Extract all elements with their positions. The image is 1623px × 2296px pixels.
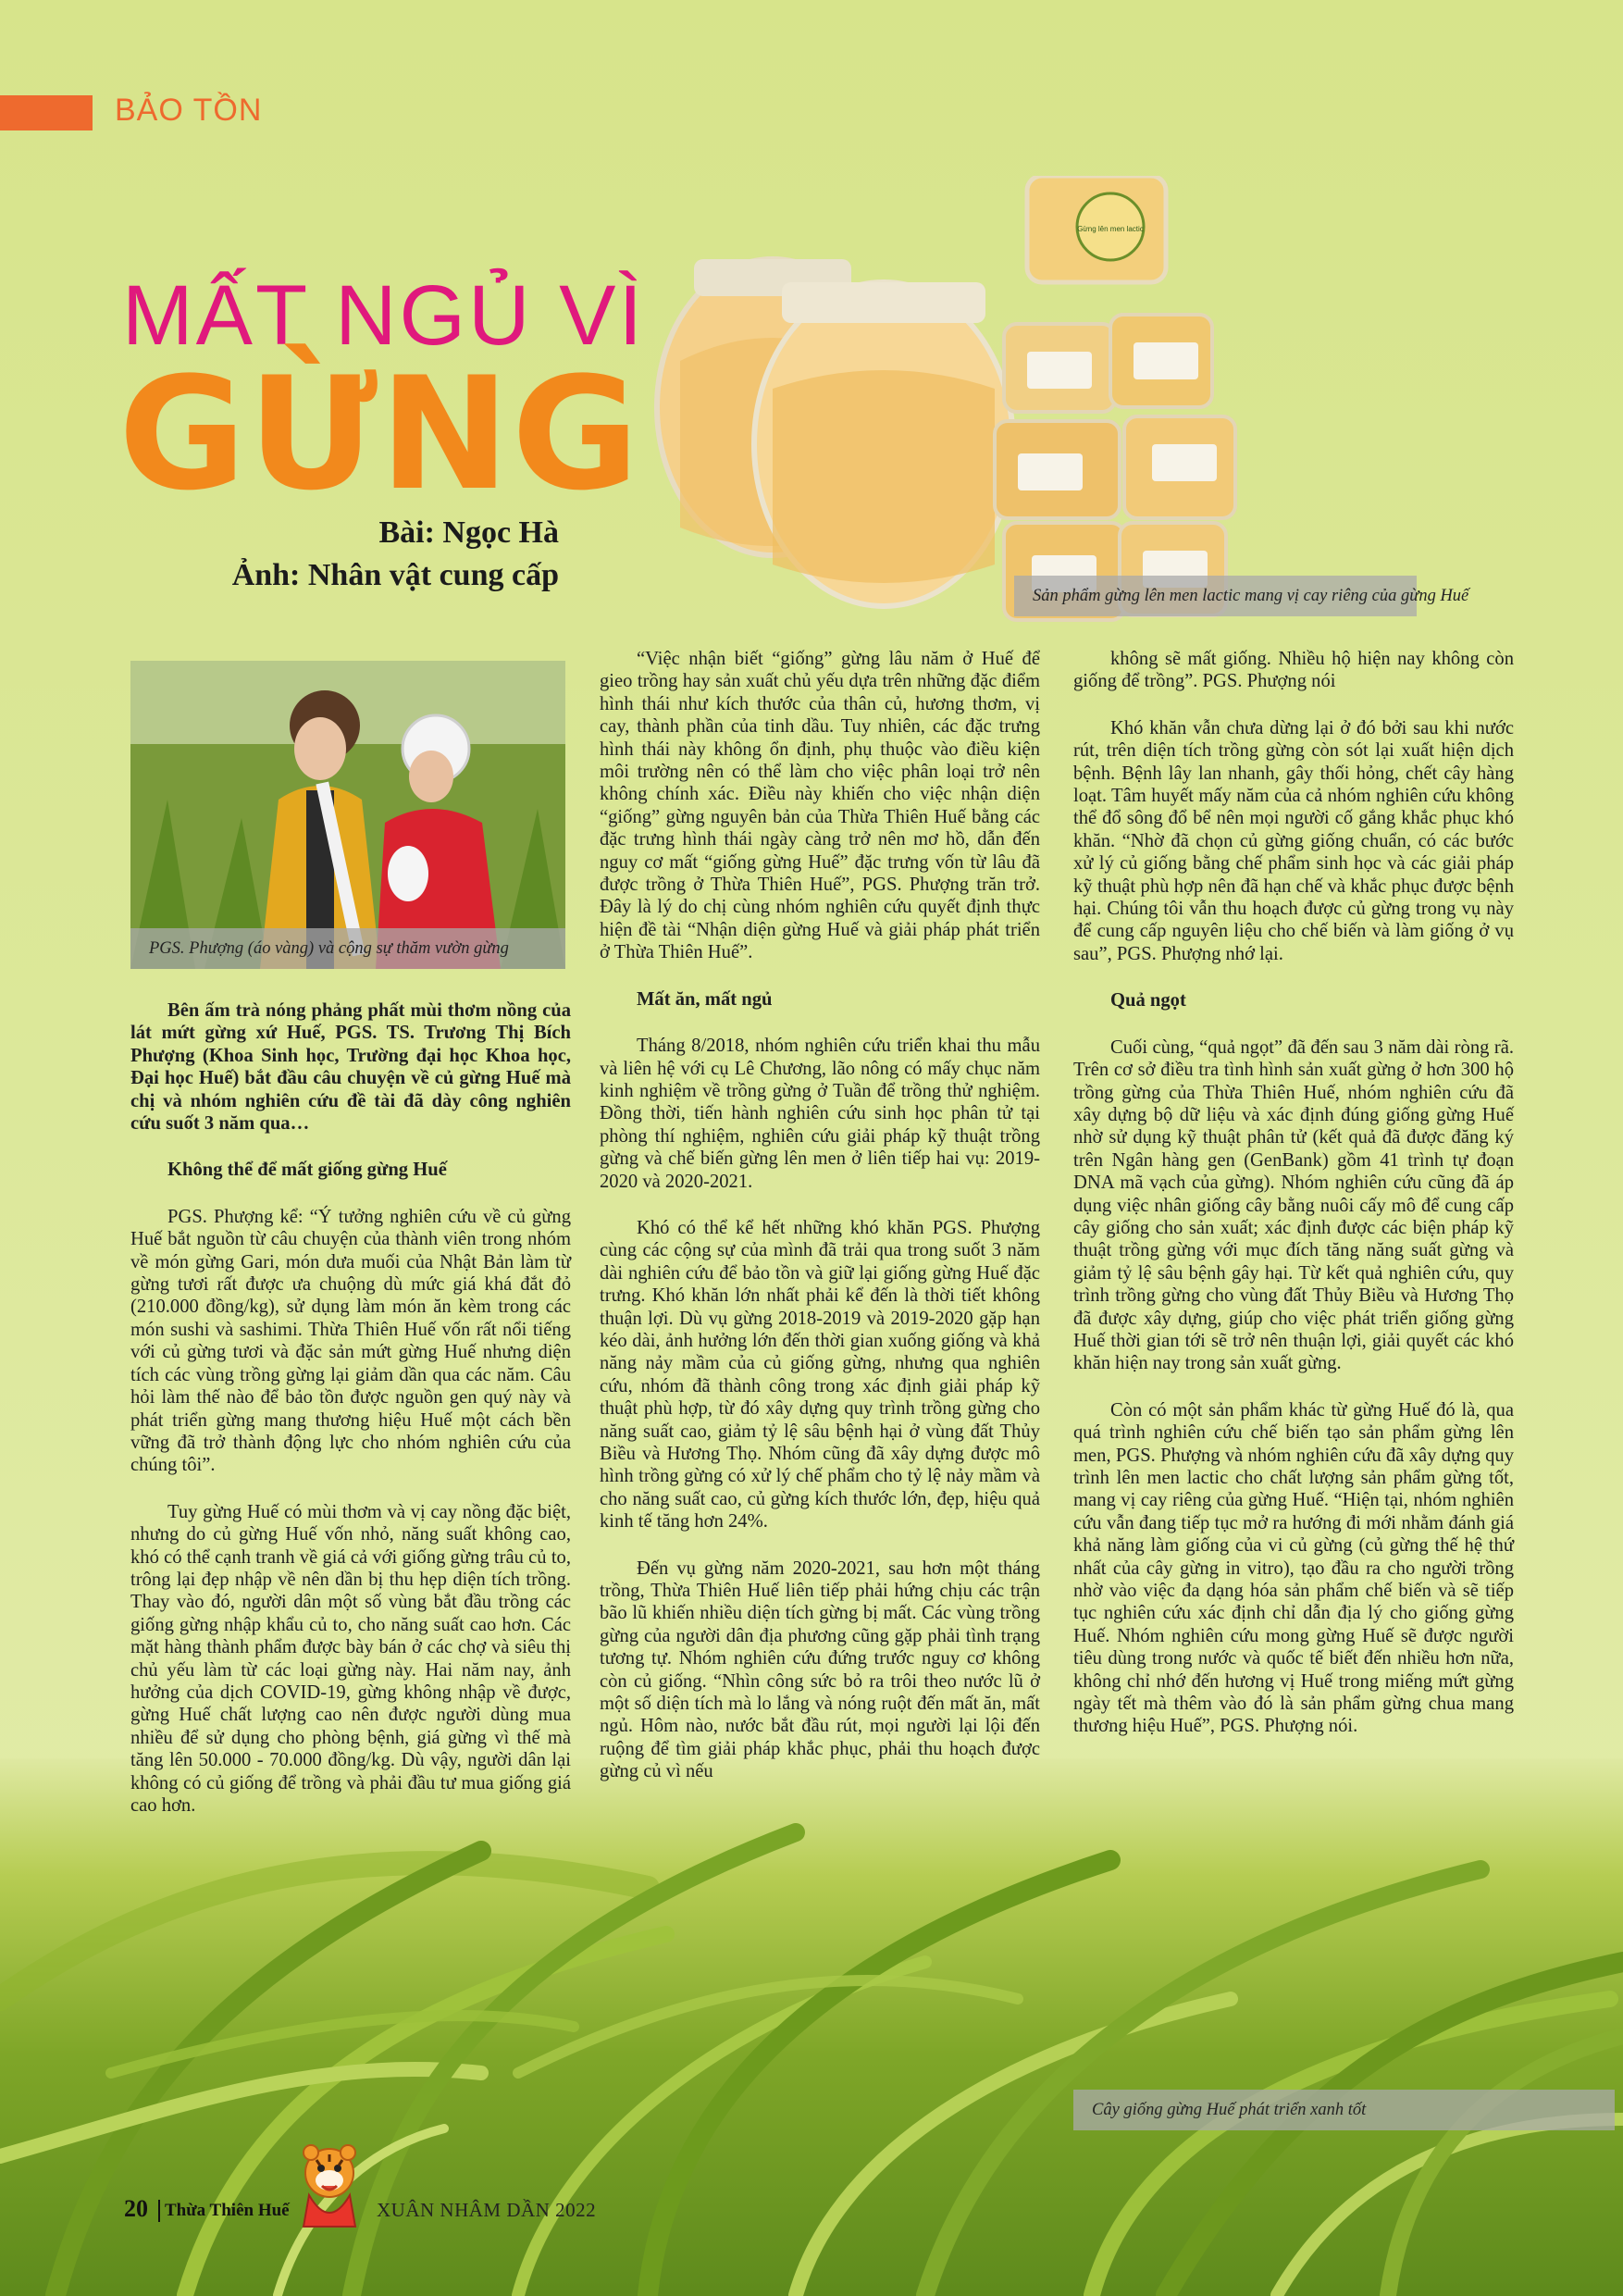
title-line-2: GỪNG (118, 343, 641, 525)
ginger-jars-photo (606, 176, 1254, 629)
svg-text:Gừng lên men lactic: Gừng lên men lactic (1077, 225, 1144, 233)
lead-paragraph: Bên ấm trà nóng phảng phất mùi thơm nồng của lát mứt gừng xứ Huế, PGS. TS. Trương Thị Bích Phượng (Khoa Sinh học, Trường đại học Khoa học, Đại học Huế) bắt đầu câu chuyện về củ gừng Huế mà chị và nhóm nghiên cứu đề tài đã dày công nghiên cứu suốt 3 năm qua… (130, 1000, 571, 1135)
paragraph: Tháng 8/2018, nhóm nghiên cứu triển khai thu mẫu và liên hệ với cụ Lê Chương, lão nông có mấy chục năm kinh nghiệm về trồng gừng ở Tuần để trồng thử nghiệm. Đồng thời, tiến hành nghiên cứu sinh học phân tử tại phòng thí nghiệm, nghiên cứu giải pháp kỹ thuật trồng gừng và chế biến gừng lên men ở liên tiếp hai vụ: 2019-2020 và 2020-2021. (600, 1036, 1040, 1192)
paragraph: PGS. Phượng kể: “Ý tưởng nghiên cứu về củ gừng Huế bắt nguồn từ câu chuyện của thành viên trong nhóm về món gừng Gari, món dưa muối của Nhật Bản làm từ gừng tươi rất được ưa chuộng dù mức giá khá đắt đỏ (210.000 đồng/kg), sử dụng làm món ăn kèm trong các món sushi và sashimi. Thừa Thiên Huế vốn rất nổi tiếng với củ gừng tươi và đặc sản mứt gừng Huế nhưng diện tích các vùng trồng gừng lại giảm dần qua các năm. Câu hỏi làm thế nào để bảo tồn được nguồn gen quý này và phát triển gừng mang thương hiệu Huế một cách bền vững đã trở thành động lực cho nhóm nghiên cứu của chúng tôi”. (130, 1206, 571, 1476)
subheading-3: Quả ngọt (1110, 990, 1186, 1011)
page-number: 20 (124, 2195, 148, 2222)
paragraph: Cuối cùng, “quả ngọt” đã đến sau 3 năm dài ròng rã. Trên cơ sở điều tra tình hình sản xuất gừng ở hơn 300 hộ trồng gừng của Thừa Thiên Huế, nhóm nghiên cứu đã xây dựng bộ dữ liệu và xác định đúng giống gừng Huế nhờ sử dụng kỹ thuật phân tử (kết quả đã được đăng ký trên Ngân hàng gen (GenBank) gồm 41 trình tự đoạn DNA mã vạch của gừng). Nhóm nghiên cứu cũng đã áp dụng việc nhân giống cây bằng nuôi cấy mô để cung cấp cây giống cho sản xuất; xác định được các biện pháp kỹ thuật trồng gừng với mục đích tăng năng suất gừng và giảm tỷ lệ sâu bệnh gây hại. Từ kết quả nghiên cứu, quy trình trồng gừng cho vùng đất Thủy Biều và Hương Thọ đã được xây dựng, giúp cho việc phát triển giống gừng Huế thời gian tới sẽ trở nên thuận lợi, giải quyết các khó khăn hiện nay trong sản xuất gừng. (1073, 1036, 1514, 1374)
paragraph: Còn có một sản phẩm khác từ gừng Huế đó là, qua quá trình nghiên cứu chế biến tạo sản phẩm gừng lên men, PGS. Phượng và nhóm nghiên cứu đã xây dựng quy trình lên men lactic cho chất lượng sản phẩm gừng tốt, mang vị cay riêng của gừng Huế. “Hiện tại, nhóm nghiên cứu vẫn đang tiếp tục mở ra hướng đi mới nhằm đánh giá khả năng làm giống của vi củ gừng (củ gừng thế hệ thứ nhất của cây gừng in vitro), tạo đầu ra cho người trồng nhờ vào việc đa dạng hóa sản phẩm chế biến và sẽ tiếp tục nghiên cứu xác định chỉ dẫn địa lý cho giống gừng Huế. Nhóm nghiên cứu mong gừng Huế sẽ được người tiêu dùng trong nước và quốc tế biết đến nhiều hơn nữa, không chỉ nhớ đến hương vị Huế trong miếng mứt gừng ngày tết mà thêm vào đó là sản phẩm gừng chua mang thương hiệu Huế”, PGS. Phượng nói. (1073, 1399, 1514, 1737)
subheading-1: Không thể để mất giống gừng Huế (167, 1160, 447, 1181)
section-accent-bar (0, 95, 93, 130)
magazine-name: Thừa Thiên Huế (165, 2201, 290, 2220)
jars-caption: Sản phẩm gừng lên men lactic mang vị cay riêng của gừng Huế (1014, 576, 1417, 616)
article-column-2 (600, 648, 1040, 1807)
people-caption: PGS. Phượng (áo vàng) và cộng sự thăm vườn gừng (130, 928, 565, 969)
title-line-1: MẤT NGỦ VÌ (122, 268, 646, 363)
footer-divider (158, 2200, 160, 2222)
grass-caption: Cây giống gừng Huế phát triển xanh tốt (1073, 2090, 1615, 2130)
byline-photo: Ảnh: Nhân vật cung cấp (231, 558, 559, 592)
paragraph: không sẽ mất giống. Nhiều hộ hiện nay không còn giống để trồng”. PGS. Phượng nói (1073, 649, 1514, 692)
article-column-3 (1073, 648, 1514, 1762)
byline-author: Bài: Ngọc Hà (378, 515, 559, 550)
subheading-2: Mất ăn, mất ngủ (637, 988, 773, 1010)
issue-label: XUÂN NHÂM DẦN 2022 (377, 2199, 597, 2221)
paragraph: Khó có thể kể hết những khó khăn PGS. Phượng cùng các cộng sự của mình đã trải qua trong suốt 3 năm dài nghiên cứu để bảo tồn và giữ lại giống gừng Huế đặc trưng. Khó khăn lớn nhất phải kể đến là thời tiết không thuận lợi. Dù vụ gừng 2018-2019 và 2019-2020 gặp hạn kéo dài, ảnh hưởng lớn đến thời gian xuống giống và khả năng nảy mầm của củ giống gừng, nhưng qua nghiên cứu, nhóm đã thành công trong xác định giải pháp kỹ thuật phù hợp, từ đó xây dựng quy trình trồng gừng cho năng suất cao, giảm tỷ lệ sâu bệnh hại ở vùng đất Thủy Biều và Hương Thọ. Nhóm cũng đã xây dựng được mô hình trồng gừng có xử lý chế phẩm cho tỷ lệ nảy mầm và cho năng suất cao, củ gừng kích thước lớn, đẹp, hiệu quả kinh tế tăng hơn 24%. (600, 1217, 1040, 1533)
researchers-photo (130, 661, 565, 969)
section-label: BẢO TỒN (115, 93, 263, 128)
paragraph: Khó khăn vẫn chưa dừng lại ở đó bởi sau khi nước rút, trên diện tích trồng gừng còn sót lại xuất hiện dịch bệnh. Bệnh lây lan nhanh, gây thối hỏng, chết cây hàng loạt. Tâm huyết mấy năm của cả nhóm nghiên cứu không thể đổ sông đổ bể nên mọi người cố gắng khắc phục khó khăn. “Nhờ đã chọn củ gừng giống chuẩn, có các bước xử lý củ giống bằng chế phẩm sinh học và các giải pháp kỹ thuật phù hợp nên đã hạn chế và khắc phục được bệnh hại. Chúng tôi vẫn thu hoạch được củ gừng trong vụ này để cung cấp nguyên liệu cho chế biến và làm giống ở vụ sau”, PGS. Phượng nhớ lại. (1073, 717, 1514, 964)
paragraph: “Việc nhận biết “giống” gừng lâu năm ở Huế để gieo trồng hay sản xuất chủ yếu dựa trên những đặc điểm hình thái như kích thước của thân củ, hương thơm, vị cay, thành phần của tinh dầu. Tuy nhiên, các đặc trưng hình thái này không ổn định, phụ thuộc vào điều kiện môi trường nên có thể làm cho việc phân loại trở nên không chính xác. Điều này khiến cho việc nhận diện “giống” gừng nguyên bản của Thừa Thiên Huế bằng các đặc trưng hình thái ngày càng trở nên mơ hồ, dẫn đến nguy cơ mất “giống gừng Huế” đặc trưng vốn từ lâu đã được trồng ở Thừa Thiên Huế”, PGS. Phượng trăn trở. Đây là lý do chị cùng nhóm nghiên cứu quyết định thực hiện đề tài “Nhận diện gừng Huế và giải pháp phát triển ở Thừa Thiên Huế”. (600, 649, 1040, 963)
article-column-1 (130, 999, 571, 1841)
paragraph: Tuy gừng Huế có mùi thơm và vị cay nồng đặc biệt, nhưng do củ gừng Huế vốn nhỏ, năng suất không cao, khó có thể cạnh tranh về giá cả với giống gừng trâu củ to, trông lại đẹp nhập về nên dần bị thu hẹp diện tích trồng. Thay vào đó, người dân một số vùng bắt đầu trồng các giống gừng nhập khẩu củ to, cho năng suất cao hơn. Các mặt hàng thành phẩm được bày bán ở các chợ và siêu thị chủ yếu làm từ các loại gừng này. Hai năm nay, ảnh hưởng của dịch COVID-19, gừng không nhập về được, gừng Huế chất lượng cao nên được người dùng mua nhiều để sử dụng cho phòng bệnh, giá gừng vì thế mà tăng lên 50.000 - 70.000 đồng/kg. Dù vậy, người dân lại không có củ giống để trồng và phải đầu tư mua giống giá cao hơn. (130, 1501, 571, 1816)
tiger-mascot-icon (283, 2138, 376, 2230)
paragraph: Đến vụ gừng năm 2020-2021, sau hơn một tháng trồng, Thừa Thiên Huế liên tiếp phải hứng chịu các trận bão lũ khiến nhiều diện tích gừng bị mất. Các vùng trồng gừng của người dân địa phương cũng gặp phải tình trạng tương tự. Nhóm nghiên cứu đứng trước nguy cơ không còn củ giống. “Nhìn công sức bỏ ra trôi theo nước lũ ở một số diện tích mà lo lắng và nóng ruột đến mất ăn, mất ngủ. Hôm nào, nước bắt đầu rút, mọi người lại lội đến ruộng để tìm giải pháp khắc phục, phải thu hoạch được gừng củ vì nếu (600, 1558, 1040, 1782)
